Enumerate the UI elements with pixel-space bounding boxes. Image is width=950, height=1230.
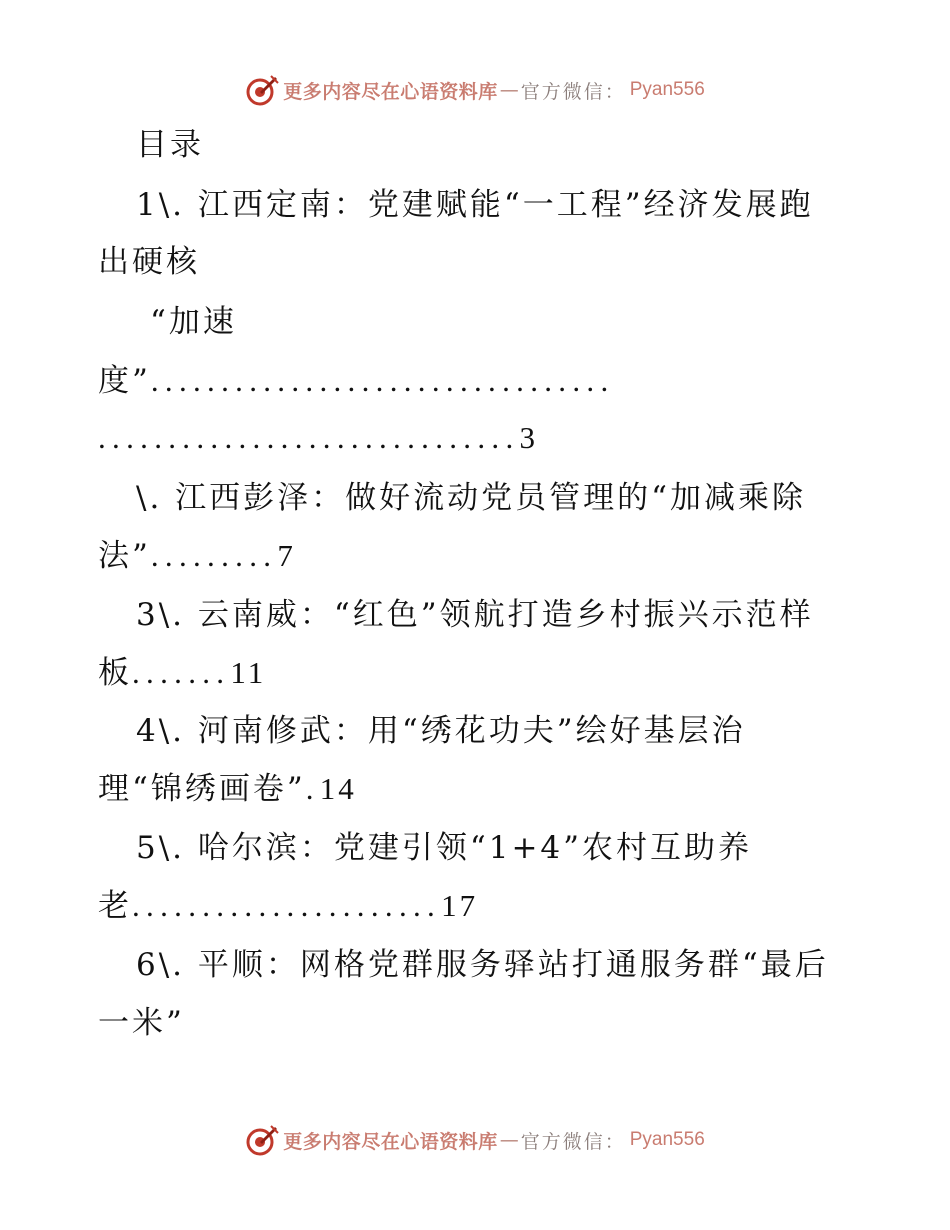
footer-banner — [0, 1118, 950, 1162]
toc-entry-3-line-1: 3\. 云南威：“红色”领航打造乡村振兴示范样 — [136, 597, 814, 633]
toc-entry-1-line-2: 出硬核 — [98, 244, 200, 280]
banner-wechat-id: Pyan556 — [629, 79, 705, 100]
banner-text: 更多内容尽在心语资料库 — [283, 1130, 498, 1153]
banner-text: 更多内容尽在心语资料库 — [283, 80, 498, 103]
toc-entry-3-line-2 — [98, 653, 266, 693]
toc-entry-4-line-1: 4\. 河南修武：用“绣花功夫”绘好基层治 — [136, 713, 746, 749]
toc-entry-2-leader-dots: ......... — [150, 538, 278, 573]
toc-entry-5-line-2 — [98, 886, 478, 926]
toc-entry-6-line-2: 一米” — [98, 1005, 185, 1041]
toc-entry-1-leader-dots: ................................. — [150, 363, 615, 398]
toc-entry-3-leader-dots: ....... — [132, 655, 231, 690]
toc-entry-5-page: 17 — [441, 888, 479, 923]
toc-entry-4-title-end: 理“锦绣画卷” — [98, 771, 306, 807]
toc-entry-2-line-1: \. 江西彭泽：做好流动党员管理的“加减乘除 — [136, 480, 806, 516]
toc-entry-1-page: 3 — [519, 420, 538, 455]
toc-entry-4-page: 14 — [319, 771, 357, 806]
toc-entry-5-line-1: 5\. 哈尔滨：党建引领“1+4”农村互助养 — [136, 830, 752, 866]
pen-logo-icon — [245, 73, 279, 107]
toc-entry-6-line-1: 6\. 平顺：网格党群服务驿站打通服务群“最后 — [136, 947, 829, 983]
toc-entry-5-title-end: 老 — [98, 888, 132, 924]
banner-wechat-id: Pyan556 — [629, 1129, 705, 1150]
toc-entry-2-page: 7 — [277, 538, 296, 573]
toc-entry-5-leader-dots: ...................... — [132, 888, 442, 923]
banner-official-label: 官方微信： — [520, 1130, 626, 1153]
toc-entry-1-line-1: 1\. 江西定南：党建赋能“一工程”经济发展跑 — [136, 187, 814, 223]
toc-heading: 目录 — [136, 127, 204, 163]
toc-entry-4-leader-dots: . — [305, 771, 320, 806]
toc-entry-3-title-end: 板 — [98, 655, 132, 691]
toc-entry-2-title-end: 法” — [98, 538, 151, 574]
header-banner — [0, 68, 950, 112]
toc-entry-1-line-5 — [98, 418, 538, 458]
toc-entry-1-line-3: “加速 — [150, 304, 237, 340]
banner-separator: — — [499, 1129, 519, 1151]
toc-entry-1-line-4 — [98, 361, 615, 401]
toc-entry-3-page: 11 — [230, 655, 267, 690]
banner-official-label: 官方微信： — [520, 80, 626, 103]
toc-entry-1-leader-dots-2: .............................. — [98, 420, 520, 455]
toc-entry-1-title-end: 度” — [98, 363, 151, 399]
banner-separator: — — [499, 79, 519, 101]
toc-entry-4-line-2 — [98, 769, 357, 809]
pen-logo-icon — [245, 1123, 279, 1157]
toc-entry-2-line-2 — [98, 536, 296, 576]
